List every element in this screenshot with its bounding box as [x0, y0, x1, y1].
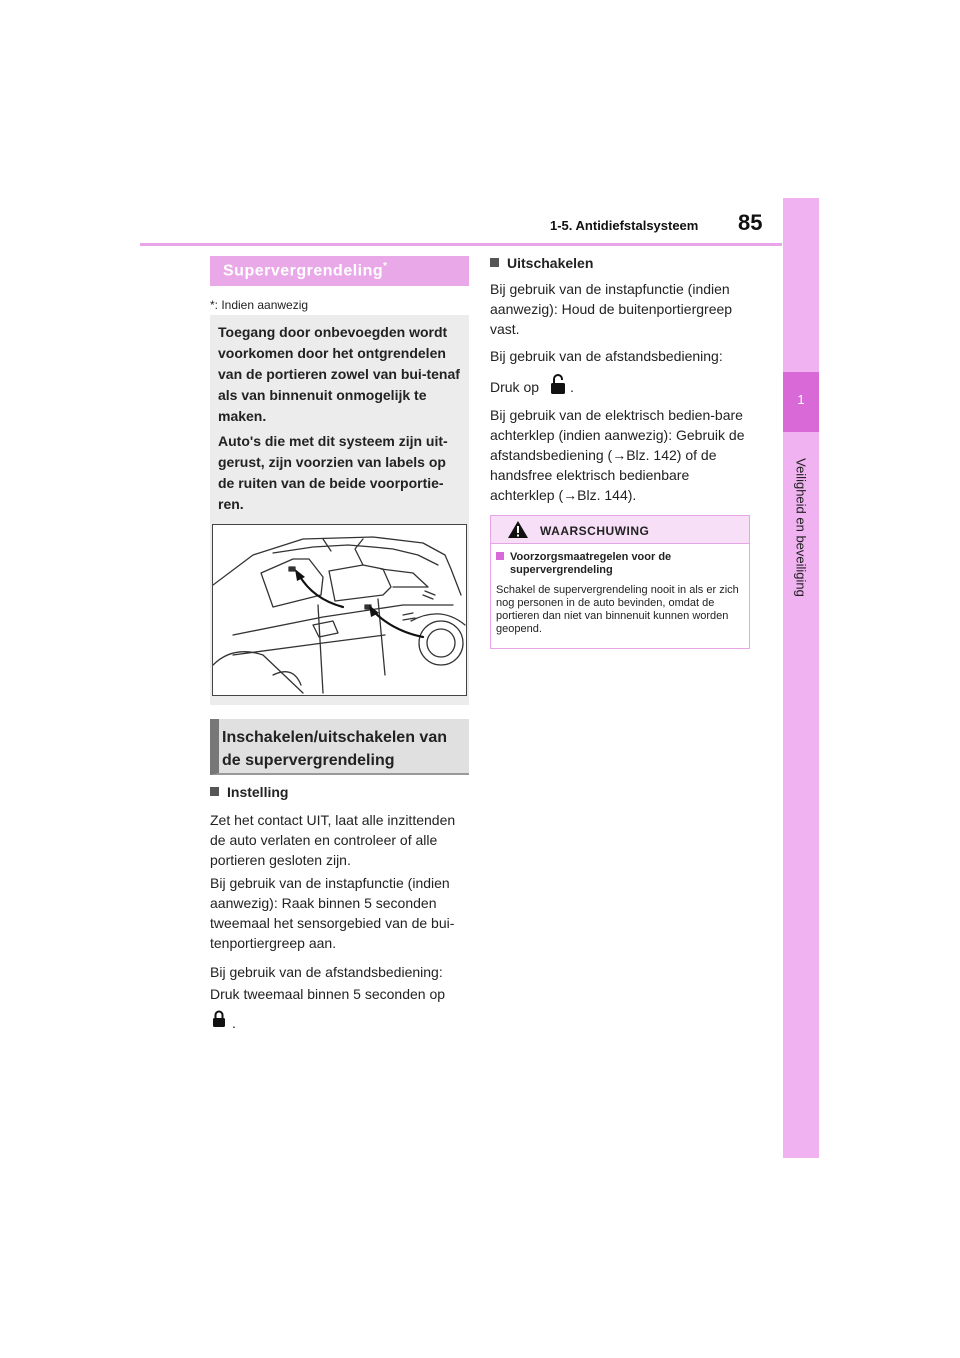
instelling-paragraph-4: Druk tweemaal binnen 5 seconden op	[210, 986, 446, 1002]
footnote-mark: *	[383, 261, 388, 272]
chapter-label: Veiligheid en beveiliging	[793, 458, 809, 597]
running-header: 1-5. Antidiefstalsysteem	[550, 218, 699, 233]
warning-body: Schakel de supervergrendeling nooit in als er zich nog personen in de auto bevinden, omdat de portieren dan niet van binnenuit kunnen worden geopend.	[496, 584, 739, 635]
chapter-tab-strip	[783, 198, 819, 1158]
warning-triangle-icon	[507, 520, 529, 539]
uitschakelen-paragraph-3-end: .	[570, 379, 574, 395]
square-bullet-icon	[490, 258, 499, 267]
instelling-paragraph-2: Bij gebruik van de instapfunctie (indien aanwezig): Raak binnen 5 seconden tweemaal het sensorgebied van de bui-tenportiergreep aan.	[210, 875, 455, 951]
header-rule	[140, 243, 782, 246]
instelling-heading	[210, 784, 288, 800]
footnote: *: Indien aanwezig	[210, 298, 309, 312]
uitschakelen-heading-text: Uitschakelen	[507, 255, 594, 271]
car-line-drawing	[213, 525, 466, 695]
lock-icon	[212, 1010, 226, 1028]
warning-title: WAARSCHUWING	[540, 524, 650, 538]
instelling-paragraph-3: Bij gebruik van de afstandsbediening:	[210, 964, 443, 980]
uitschakelen-paragraph-4: Bij gebruik van de elektrisch bedien-bare achterklep (indien aanwezig): Gebruik de afstandsbediening (→Blz. 142) of de handsfree elektrisch bedienbare achterklep (→Blz. 144).	[490, 407, 745, 503]
uitschakelen-paragraph-3: Druk op	[490, 379, 540, 395]
page-title-text: Supervergrendeling	[223, 262, 384, 280]
car-door-illustration	[212, 524, 467, 696]
warning-subheading-text: Voorzorgsmaatregelen voor de supervergrendeling	[510, 551, 672, 576]
instelling-heading-text: Instelling	[227, 784, 289, 800]
intro-paragraph-1: Toegang door onbevoegden wordt voorkomen door het ontgrendelen van de portieren zowel van bui-tenaf als van binnenuit onmogelijk te maken.	[218, 324, 460, 424]
square-bullet-icon	[496, 552, 504, 560]
instelling-paragraph-1: Zet het contact UIT, laat alle inzittenden de auto verlaten en controleer of alle portieren gesloten zijn.	[210, 812, 456, 868]
uitschakelen-paragraph-1: Bij gebruik van de instapfunctie (indien aanwezig): Houd de buitenportiergreep vast.	[490, 281, 733, 337]
square-bullet-icon	[210, 787, 219, 796]
page-number: 85	[738, 210, 763, 235]
chapter-number: 1	[797, 392, 805, 407]
uitschakelen-heading	[490, 255, 593, 271]
uitschakelen-paragraph-2: Bij gebruik van de afstandsbediening:	[490, 348, 723, 364]
intro-paragraph-2: Auto's die met dit systeem zijn uit-gerust, zijn voorzien van labels op de ruiten van de beide voorportie-ren.	[218, 433, 448, 512]
instelling-paragraph-4-end: .	[232, 1015, 236, 1031]
unlock-icon	[549, 373, 567, 395]
page-title	[223, 261, 388, 280]
section-title: Inschakelen/uitschakelen van de supervergrendeling	[222, 729, 447, 769]
warning-subheading	[496, 551, 744, 577]
